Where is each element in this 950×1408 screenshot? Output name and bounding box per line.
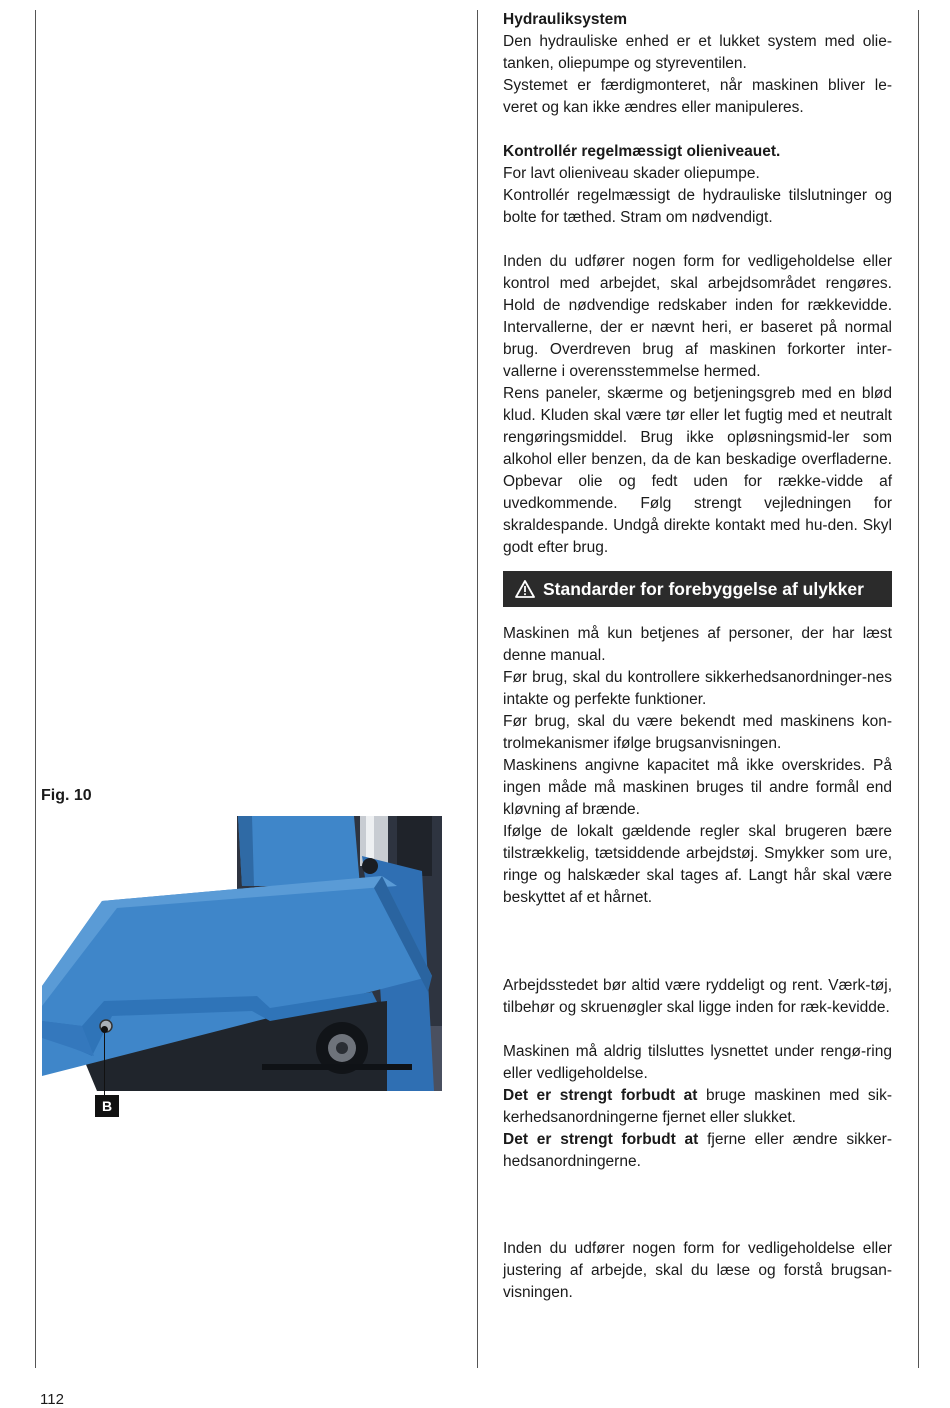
banner-title: Standarder for forebyggelse af ulykker	[543, 578, 864, 599]
machine-photo	[42, 816, 442, 1091]
maintenance-paragraph-1: Inden du udfører nogen form for vedligeholdelse eller kontrol med arbejdet, skal arbejdsområdet rengøres. Hold de nødvendige redskaber inden for rækkevidde. Intervallerne, der er nævnt heri, er baseret på normal brug. Overdreven brug af maskinen forkorter inter-vallerne i overensstemmelse hermed.	[503, 253, 892, 380]
standards-paragraph-4: Maskinens angivne kapacitet må ikke overskrides. På ingen måde må maskinen bruges til andre formål end kløvning af brænde.	[503, 757, 892, 818]
prohibition-text-2: fjerne eller ændre sikker-hedsanordningerne.	[503, 1131, 892, 1170]
prohibition-text-1: bruge maskinen med sik-kerhedsanordningerne fjernet eller slukket.	[503, 1087, 892, 1126]
warning-triangle-icon	[515, 580, 535, 598]
standards-paragraph-2: Før brug, skal du kontrollere sikkerhedsanordninger-nes intakte og perfekte funktioner.	[503, 669, 892, 708]
text-column-workplace	[503, 975, 892, 1173]
column-divider-rule	[477, 10, 478, 1368]
power-paragraph-3	[503, 1129, 892, 1173]
hydraulics-heading: Hydrauliksystem	[503, 11, 628, 28]
maintenance-paragraph-2: Rens paneler, skærme og betjeningsgreb med en blød klud. Kluden skal være tør eller let fugtig med et neutralt rengøringsmiddel. Brug ikke opløsningsmid-ler som alkohol eller benzen, da de kan beskadige overfladerne. Opbevar olie og fedt uden for række-vidde af uvedkommende. Følg strengt vejledningen for skraldespande. Undgå direkte kontakt med hu-den. Skyl godt efter brug.	[503, 385, 892, 556]
accident-prevention-banner	[503, 571, 892, 607]
oil-level-heading: Kontrollér regelmæssigt olieniveauet.	[503, 143, 781, 160]
text-column-standards	[503, 623, 892, 909]
standards-paragraph-3: Før brug, skal du være bekendt med maskinens kon-trolmekanismer ifølge brugsanvisningen.	[503, 713, 892, 752]
right-margin-rule	[918, 10, 919, 1368]
page-number: 112	[40, 1391, 64, 1408]
standards-paragraph-1: Maskinen må kun betjenes af personer, der har læst denne manual.	[503, 625, 892, 664]
callout-b-label: B	[95, 1095, 119, 1117]
callout-b-line	[104, 1030, 105, 1096]
power-paragraph-2	[503, 1085, 892, 1129]
oil-level-paragraph-1: For lavt olieniveau skader oliepumpe.	[503, 165, 760, 182]
text-column-top	[503, 9, 892, 559]
prohibition-bold-2: Det er strengt forbudt at	[503, 1131, 699, 1148]
workplace-paragraph: Arbejdsstedet bør altid være ryddeligt og rent. Værk-tøj, tilbehør og skruenøgler skal ligge inden for ræk-kevidde.	[503, 977, 892, 1016]
figure-label: Fig. 10	[41, 787, 92, 804]
standards-paragraph-5: Ifølge de lokalt gældende regler skal brugeren bære tilstrækkelig, tætsiddende arbejdstøj. Smykker som ure, ringe og halskæder skal tages af. Langt hår skal være beskyttet af et hårnet.	[503, 823, 892, 906]
text-column-final	[503, 1238, 892, 1304]
hydraulics-paragraph-2: Systemet er færdigmonteret, når maskinen bliver le-veret og kan ikke ændres eller manipuleres.	[503, 77, 892, 116]
left-margin-rule	[35, 10, 36, 1368]
oil-level-paragraph-2: Kontrollér regelmæssigt de hydrauliske tilslutninger og bolte for tæthed. Stram om nødvendigt.	[503, 187, 892, 226]
final-paragraph: Inden du udfører nogen form for vedligeholdelse eller justering af arbejde, skal du læse og forstå brugsan-visningen.	[503, 1240, 892, 1301]
prohibition-bold-1: Det er strengt forbudt at	[503, 1087, 698, 1104]
power-paragraph-1: Maskinen må aldrig tilsluttes lysnettet under rengø-ring eller vedligeholdelse.	[503, 1043, 892, 1082]
hydraulics-paragraph-1: Den hydrauliske enhed er et lukket system med olie-tanken, oliepumpe og styreventilen.	[503, 33, 892, 72]
